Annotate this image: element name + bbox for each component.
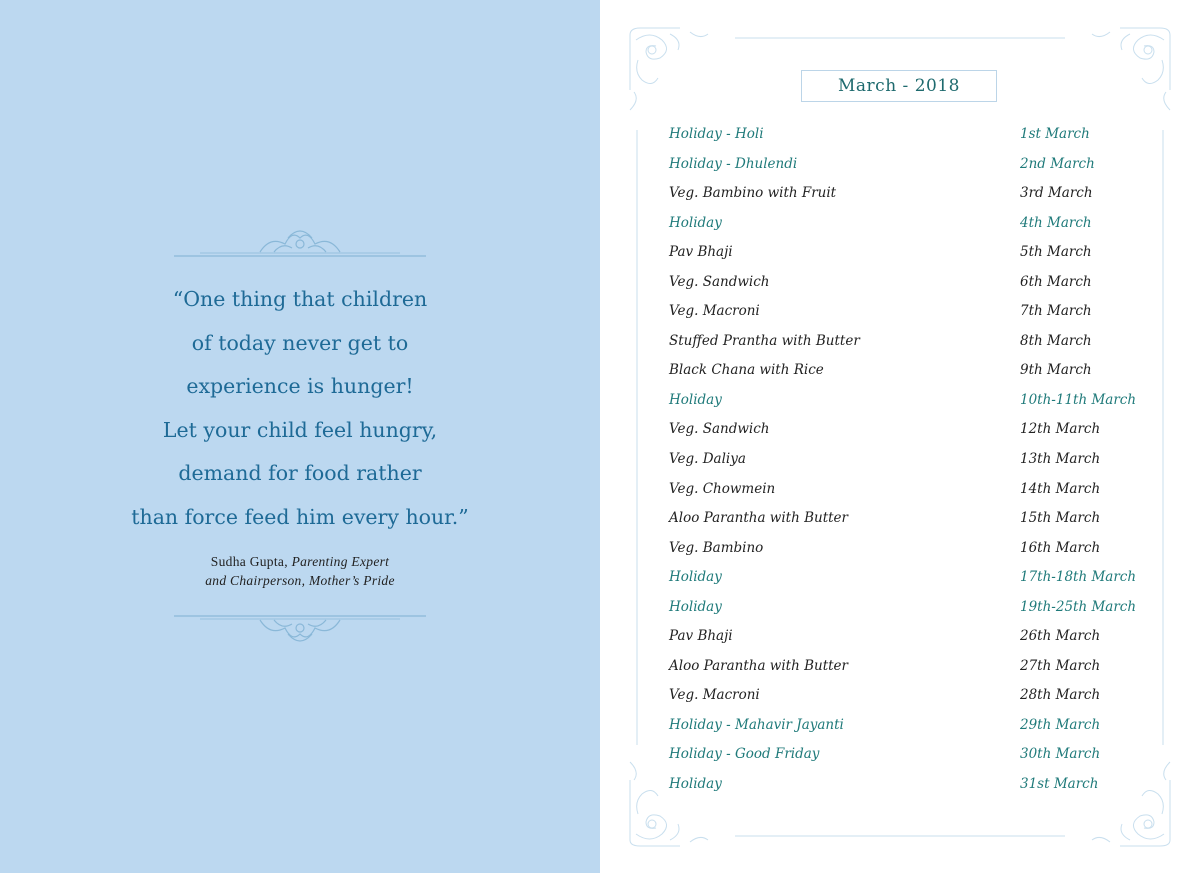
meal-date: 15th March bbox=[1020, 510, 1101, 527]
meal-date: 7th March bbox=[1020, 303, 1092, 320]
menu-row bbox=[669, 150, 1149, 180]
quote-line: than force feed him every hour.” bbox=[131, 504, 469, 529]
meal-date: 12th March bbox=[1020, 421, 1101, 438]
meal-name: Pav Bhaji bbox=[669, 244, 733, 261]
meal-date: 30th March bbox=[1020, 746, 1101, 763]
meal-name: Aloo Parantha with Butter bbox=[669, 510, 848, 527]
menu-row bbox=[669, 327, 1149, 357]
author-name: Sudha Gupta, bbox=[210, 554, 288, 569]
meal-date: 6th March bbox=[1020, 273, 1092, 290]
meal-name: Holiday bbox=[669, 569, 722, 586]
quote-line: of today never get to bbox=[191, 330, 409, 355]
meal-name: Holiday bbox=[669, 214, 722, 231]
menu-row bbox=[669, 445, 1149, 475]
meal-name: Holiday bbox=[669, 391, 722, 408]
menu-row bbox=[669, 652, 1149, 682]
meal-date: 27th March bbox=[1020, 657, 1101, 674]
meal-name: Holiday - Holi bbox=[669, 126, 764, 142]
menu-panel bbox=[600, 0, 1200, 873]
meal-name: Veg. Macroni bbox=[669, 303, 760, 320]
quote-line: Let your child feel hungry, bbox=[162, 417, 438, 442]
menu-row bbox=[669, 504, 1149, 534]
meal-name: Veg. Daliya bbox=[669, 451, 746, 468]
quote-attribution bbox=[100, 552, 500, 590]
meal-date: 17th-18th March bbox=[1020, 569, 1137, 586]
meal-date: 13th March bbox=[1020, 451, 1101, 468]
menu-row bbox=[669, 268, 1149, 298]
meal-date: 5th March bbox=[1020, 244, 1092, 261]
meal-name: Veg. Chowmein bbox=[669, 480, 776, 497]
meal-name: Holiday bbox=[669, 776, 722, 793]
meal-name: Veg. Bambino with Fruit bbox=[669, 185, 837, 202]
quote-line: experience is hunger! bbox=[186, 374, 414, 398]
meal-name: Veg. Sandwich bbox=[669, 273, 770, 290]
meal-name: Pav Bhaji bbox=[669, 628, 733, 645]
meal-name: Holiday bbox=[669, 598, 722, 615]
menu-title: March - 2018 bbox=[801, 70, 997, 102]
menu-row bbox=[669, 386, 1149, 416]
author-title: and Chairperson, Mother’s Pride bbox=[205, 573, 395, 588]
menu-row bbox=[669, 297, 1149, 327]
meal-name: Holiday - Mahavir Jayanti bbox=[669, 716, 844, 733]
menu-row bbox=[669, 770, 1149, 800]
meal-date: 2nd March bbox=[1020, 155, 1095, 172]
meal-date: 19th-25th March bbox=[1020, 598, 1137, 615]
menu-row bbox=[669, 622, 1149, 652]
menu-row bbox=[669, 593, 1149, 623]
menu-list bbox=[669, 120, 1149, 800]
menu-row bbox=[669, 415, 1149, 445]
meal-name: Aloo Parantha with Butter bbox=[669, 657, 848, 674]
meal-name: Stuffed Prantha with Butter bbox=[669, 332, 860, 349]
menu-row bbox=[669, 681, 1149, 711]
bottom-flourish-ornament bbox=[170, 610, 430, 650]
menu-row bbox=[669, 711, 1149, 741]
meal-name: Veg. Macroni bbox=[669, 687, 760, 704]
quote-line: demand for food rather bbox=[178, 461, 422, 485]
menu-row bbox=[669, 179, 1149, 209]
menu-row bbox=[669, 475, 1149, 505]
quote-line: “One thing that children bbox=[172, 287, 428, 311]
meal-date: 10th-11th March bbox=[1020, 391, 1137, 408]
meal-date: 9th March bbox=[1020, 362, 1092, 379]
meal-date: 28th March bbox=[1020, 687, 1101, 704]
meal-date: 29th March bbox=[1020, 716, 1101, 733]
menu-row bbox=[669, 534, 1149, 564]
author-role: Parenting Expert bbox=[291, 554, 390, 569]
meal-date: 3rd March bbox=[1020, 185, 1093, 202]
meal-name: Holiday - Good Friday bbox=[669, 746, 820, 763]
meal-name: Holiday - Dhulendi bbox=[669, 155, 798, 172]
menu-row bbox=[669, 238, 1149, 268]
quote-text bbox=[100, 278, 500, 539]
meal-date: 1st March bbox=[1020, 126, 1090, 142]
meal-date: 16th March bbox=[1020, 539, 1101, 556]
meal-date: 26th March bbox=[1020, 628, 1101, 645]
menu-row bbox=[669, 209, 1149, 239]
meal-date: 31st March bbox=[1020, 776, 1099, 793]
menu-row bbox=[669, 563, 1149, 593]
menu-row bbox=[669, 120, 1149, 150]
menu-row bbox=[669, 740, 1149, 770]
meal-name: Veg. Bambino bbox=[669, 539, 764, 556]
meal-date: 14th March bbox=[1020, 480, 1101, 497]
meal-name: Black Chana with Rice bbox=[669, 362, 824, 379]
meal-name: Veg. Sandwich bbox=[669, 421, 770, 438]
meal-date: 8th March bbox=[1020, 332, 1092, 349]
meal-date: 4th March bbox=[1020, 214, 1092, 231]
top-flourish-ornament bbox=[170, 222, 430, 262]
menu-row bbox=[669, 356, 1149, 386]
